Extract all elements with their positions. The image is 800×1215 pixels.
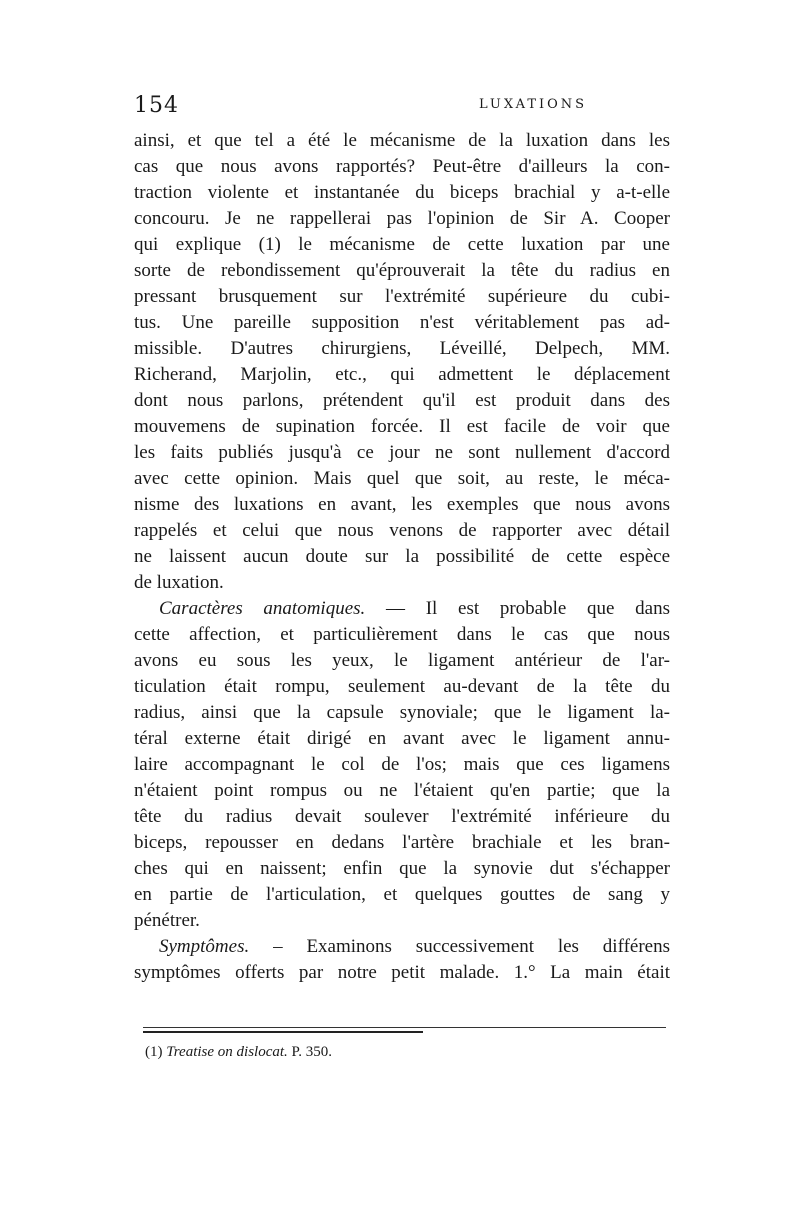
body-text (134, 128, 670, 986)
text-line: ches qui en naissent; enfin que la synovie dut s'échapper (134, 858, 670, 879)
text-line: pénétrer. (134, 910, 200, 931)
text-line: pressant brusquement sur l'extrémité supérieure du cubi- (134, 286, 670, 307)
footnote-rule-short (143, 1031, 423, 1033)
text-line: qui explique (1) le mécanisme de cette luxation par une (134, 234, 670, 255)
paragraph-lead-line (134, 596, 670, 622)
text-line: tête du radius devait soulever l'extrémité inférieure du (134, 806, 670, 827)
text-line: mouvemens de supination forcée. Il est facile de voir que (134, 416, 670, 437)
text-line: biceps, repousser en dedans l'artère brachiale et les bran- (134, 832, 670, 853)
footnote-ref: P. 350. (291, 1044, 332, 1060)
text-line: traction violente et instantanée du biceps brachial y a-t-elle (134, 182, 670, 203)
text-line: avons eu sous les yeux, le ligament antérieur de l'ar- (134, 650, 670, 671)
text-line: missible. D'autres chirurgiens, Léveillé, Delpech, MM. (134, 338, 670, 359)
section-heading: Symptômes. (159, 936, 250, 957)
footnote-title: Treatise on dislocat. (166, 1044, 288, 1060)
running-head: LUXATIONS (479, 97, 588, 112)
text-line: laire accompagnant le col de l'os; mais que ces ligamens (134, 754, 670, 775)
footnote-mark: (1) (145, 1044, 163, 1060)
paragraph-lead-line (134, 934, 670, 960)
text-line: en partie de l'articulation, et quelques gouttes de sang y (134, 884, 670, 905)
footnote (145, 1044, 332, 1061)
text-line: avec cette opinion. Mais quel que soit, au reste, le méca- (134, 468, 670, 489)
text-line: tus. Une pareille supposition n'est véritablement pas ad- (134, 312, 670, 333)
text-line: ne laissent aucun doute sur la possibilité de cette espèce (134, 546, 670, 567)
text-line: ainsi, et que tel a été le mécanisme de la luxation dans les (134, 130, 670, 151)
text-line: symptômes offerts par notre petit malade. 1.° La main était (134, 962, 670, 983)
section-heading: Caractères anatomiques. (159, 598, 366, 619)
text-run: — Il est probable que dans (365, 598, 670, 619)
text-line: cas que nous avons rapportés? Peut-être d'ailleurs la con- (134, 156, 670, 177)
text-line: téral externe était dirigé en avant avec le ligament annu- (134, 728, 670, 749)
footnote-rule (143, 1027, 666, 1028)
text-line: nisme des luxations en avant, les exemples que nous avons (134, 494, 670, 515)
text-line: Richerand, Marjolin, etc., qui admettent le déplacement (134, 364, 670, 385)
text-line: rappelés et celui que nous venons de rapporter avec détail (134, 520, 670, 541)
page-header (134, 93, 670, 119)
text-line: n'étaient point rompus ou ne l'étaient qu'en partie; que la (134, 780, 670, 801)
text-line: ticulation était rompu, seulement au-devant de la tête du (134, 676, 670, 697)
text-line: radius, ainsi que la capsule synoviale; que le ligament la- (134, 702, 670, 723)
text-line: cette affection, et particulièrement dans le cas que nous (134, 624, 670, 645)
text-line: dont nous parlons, prétendent qu'il est produit dans des (134, 390, 670, 411)
page-number: 154 (134, 93, 179, 118)
text-line: de luxation. (134, 572, 224, 593)
text-line: les faits publiés jusqu'à ce jour ne sont nullement d'accord (134, 442, 670, 463)
text-line: concouru. Je ne rappellerai pas l'opinion de Sir A. Cooper (134, 208, 670, 229)
text-line: sorte de rebondissement qu'éprouverait la tête du radius en (134, 260, 670, 281)
text-run: – Examinons successivement les différens (249, 936, 670, 957)
